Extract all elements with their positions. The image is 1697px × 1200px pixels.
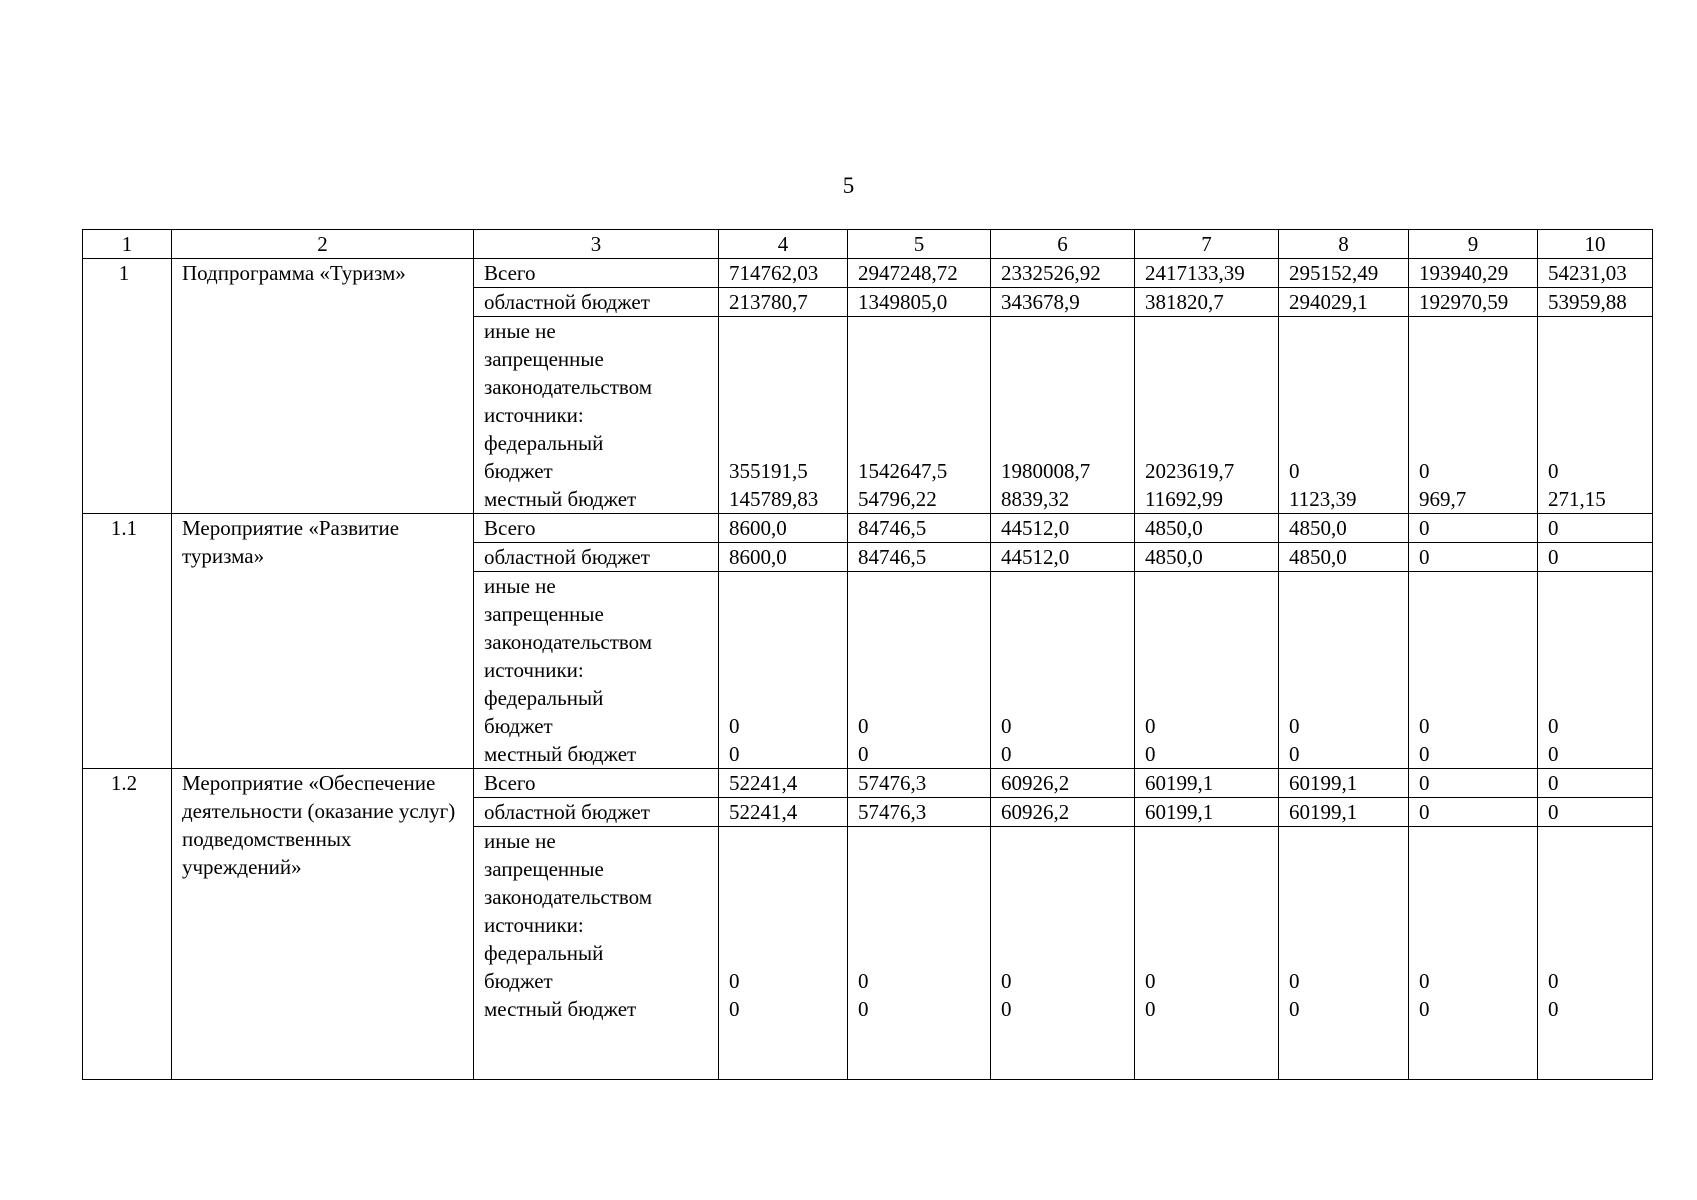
row-number: 1.2: [83, 769, 172, 1080]
value-federal: 0: [1548, 969, 1559, 993]
value-cell-other: [719, 572, 848, 769]
value-local: 1123,39: [1289, 487, 1357, 511]
value-local: 11692,99: [1145, 487, 1223, 511]
value-cell-regional: 192970,59: [1409, 288, 1538, 317]
value-cell-other: [991, 572, 1135, 769]
value-federal: 0: [1001, 714, 1012, 738]
value-cell-regional: 52241,4: [719, 798, 848, 827]
value-local: 0: [1289, 997, 1300, 1021]
value-cell-total: 60926,2: [991, 769, 1135, 798]
column-number: 10: [1538, 230, 1653, 259]
value-cell-other: [1279, 317, 1409, 514]
value-cell-other: [719, 827, 848, 1080]
source-label-other: [474, 827, 719, 1080]
value-local: 0: [1001, 997, 1012, 1021]
source-label-line: федеральный: [484, 431, 604, 455]
source-label-line: запрещенные: [484, 857, 604, 881]
value-cell-regional: 60199,1: [1279, 798, 1409, 827]
value-cell-regional: 53959,88: [1538, 288, 1653, 317]
value-cell-regional: 0: [1538, 543, 1653, 572]
source-label-line: иные не: [484, 829, 556, 853]
value-local: 0: [729, 742, 740, 766]
budget-table: [82, 229, 1653, 1080]
value-cell-total: 0: [1538, 769, 1653, 798]
value-local: 54796,22: [858, 487, 937, 511]
value-federal: 1542647,5: [858, 459, 948, 483]
source-label-line: иные не: [484, 319, 556, 343]
value-cell-other: [719, 317, 848, 514]
value-federal: 0: [1289, 969, 1300, 993]
value-cell-total: 0: [1409, 514, 1538, 543]
value-federal: 0: [1548, 714, 1559, 738]
value-cell-total: 60199,1: [1279, 769, 1409, 798]
source-label-other: [474, 317, 719, 514]
value-federal: 2023619,7: [1145, 459, 1235, 483]
value-cell-other: [1135, 317, 1279, 514]
table-row: [83, 259, 1653, 288]
value-local: 0: [1548, 742, 1559, 766]
source-label-line: иные не: [484, 574, 556, 598]
source-label-line: федеральный: [484, 941, 604, 965]
value-cell-regional: 213780,7: [719, 288, 848, 317]
column-number: 6: [991, 230, 1135, 259]
value-cell-other: [991, 827, 1135, 1080]
source-label-total: Всего: [474, 769, 719, 798]
value-federal: 0: [1145, 969, 1156, 993]
value-cell-total: 2417133,39: [1135, 259, 1279, 288]
value-cell-total: 4850,0: [1135, 514, 1279, 543]
program-name: Подпрограмма «Туризм»: [172, 259, 474, 514]
source-label-line: запрещенные: [484, 602, 604, 626]
value-cell-total: 193940,29: [1409, 259, 1538, 288]
value-cell-other: [1538, 572, 1653, 769]
source-label-regional: областной бюджет: [474, 543, 719, 572]
program-name: Мероприятие «Развитие туризма»: [172, 514, 474, 769]
source-label-line: запрещенные: [484, 347, 604, 371]
value-cell-total: 57476,3: [848, 769, 991, 798]
value-cell-other: [848, 827, 991, 1080]
source-label-other: [474, 572, 719, 769]
value-cell-total: 54231,03: [1538, 259, 1653, 288]
column-number-row: [83, 230, 1653, 259]
value-cell-regional: 343678,9: [991, 288, 1135, 317]
value-cell-total: 84746,5: [848, 514, 991, 543]
value-local: 0: [1145, 742, 1156, 766]
value-cell-regional: 60199,1: [1135, 798, 1279, 827]
value-cell-total: 60199,1: [1135, 769, 1279, 798]
column-number: 7: [1135, 230, 1279, 259]
source-label-total: Всего: [474, 514, 719, 543]
value-local: 0: [1289, 742, 1300, 766]
source-label-local: местный бюджет: [484, 487, 637, 511]
source-label-local: местный бюджет: [484, 742, 637, 766]
table-row: [83, 514, 1653, 543]
source-label-line: источники:: [484, 403, 584, 427]
value-local: 0: [729, 997, 740, 1021]
value-cell-other: [848, 572, 991, 769]
value-local: 0: [858, 997, 869, 1021]
value-federal: 0: [1289, 459, 1300, 483]
value-federal: 0: [1001, 969, 1012, 993]
source-label-line: источники:: [484, 658, 584, 682]
value-local: 0: [1001, 742, 1012, 766]
column-number: 5: [848, 230, 991, 259]
value-cell-total: 0: [1409, 769, 1538, 798]
column-number: 8: [1279, 230, 1409, 259]
column-number: 1: [83, 230, 172, 259]
value-cell-total: 52241,4: [719, 769, 848, 798]
value-cell-total: 2947248,72: [848, 259, 991, 288]
source-label-line: законодательством: [484, 885, 653, 909]
value-cell-total: 44512,0: [991, 514, 1135, 543]
table-row: [83, 769, 1653, 798]
value-cell-regional: 60926,2: [991, 798, 1135, 827]
value-cell-regional: 84746,5: [848, 543, 991, 572]
value-cell-total: 295152,49: [1279, 259, 1409, 288]
value-federal: 0: [858, 969, 869, 993]
value-federal: 0: [1289, 714, 1300, 738]
value-local: 0: [1548, 997, 1559, 1021]
column-number: 3: [474, 230, 719, 259]
source-label-line: законодательством: [484, 630, 653, 654]
source-label-line: бюджет: [484, 459, 553, 483]
source-label-line: источники:: [484, 913, 584, 937]
value-cell-regional: 44512,0: [991, 543, 1135, 572]
source-label-line: законодательством: [484, 375, 653, 399]
value-cell-regional: 1349805,0: [848, 288, 991, 317]
value-federal: 355191,5: [729, 459, 808, 483]
row-number: 1: [83, 259, 172, 514]
value-federal: 0: [729, 714, 740, 738]
value-cell-regional: 57476,3: [848, 798, 991, 827]
value-cell-regional: 4850,0: [1135, 543, 1279, 572]
value-cell-other: [1409, 317, 1538, 514]
source-label-line: бюджет: [484, 969, 553, 993]
source-label-line: бюджет: [484, 714, 553, 738]
value-cell-total: 8600,0: [719, 514, 848, 543]
value-cell-regional: 294029,1: [1279, 288, 1409, 317]
value-cell-other: [991, 317, 1135, 514]
value-cell-total: 4850,0: [1279, 514, 1409, 543]
value-local: 0: [1419, 997, 1430, 1021]
value-local: 8839,32: [1001, 487, 1070, 511]
value-cell-total: 0: [1538, 514, 1653, 543]
value-cell-regional: 8600,0: [719, 543, 848, 572]
column-number: 9: [1409, 230, 1538, 259]
source-label-local: местный бюджет: [484, 997, 637, 1021]
source-label-total: Всего: [474, 259, 719, 288]
value-federal: 1980008,7: [1001, 459, 1091, 483]
source-label-line: федеральный: [484, 686, 604, 710]
value-cell-other: [1279, 572, 1409, 769]
value-federal: 0: [1419, 714, 1430, 738]
value-cell-other: [1135, 572, 1279, 769]
value-local: 0: [1145, 997, 1156, 1021]
value-federal: 0: [1419, 459, 1430, 483]
value-federal: 0: [729, 969, 740, 993]
value-cell-regional: 4850,0: [1279, 543, 1409, 572]
value-cell-other: [1409, 827, 1538, 1080]
value-federal: 0: [858, 714, 869, 738]
value-cell-other: [1538, 317, 1653, 514]
value-cell-other: [1409, 572, 1538, 769]
value-cell-other: [1279, 827, 1409, 1080]
value-cell-regional: 0: [1409, 798, 1538, 827]
value-local: 969,7: [1419, 487, 1467, 511]
value-federal: 0: [1548, 459, 1559, 483]
value-cell-other: [848, 317, 991, 514]
value-local: 145789,83: [729, 487, 819, 511]
source-label-regional: областной бюджет: [474, 798, 719, 827]
value-cell-regional: 0: [1409, 543, 1538, 572]
value-federal: 0: [1145, 714, 1156, 738]
column-number: 4: [719, 230, 848, 259]
program-name: Мероприятие «Обеспечение деятельности (оказание услуг) подведомственных учреждений»: [172, 769, 474, 1080]
column-number: 2: [172, 230, 474, 259]
value-local: 0: [858, 742, 869, 766]
value-local: 271,15: [1548, 487, 1606, 511]
value-cell-regional: 0: [1538, 798, 1653, 827]
value-cell-regional: 381820,7: [1135, 288, 1279, 317]
source-label-regional: областной бюджет: [474, 288, 719, 317]
row-number: 1.1: [83, 514, 172, 769]
value-local: 0: [1419, 742, 1430, 766]
page-number: 5: [842, 173, 855, 198]
value-cell-total: 2332526,92: [991, 259, 1135, 288]
value-federal: 0: [1419, 969, 1430, 993]
value-cell-other: [1538, 827, 1653, 1080]
value-cell-total: 714762,03: [719, 259, 848, 288]
value-cell-other: [1135, 827, 1279, 1080]
